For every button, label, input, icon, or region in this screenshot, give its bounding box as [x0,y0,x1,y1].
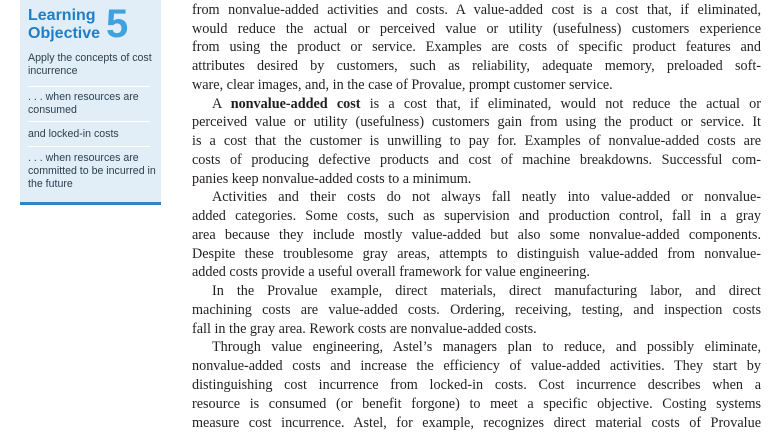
text-line: added costs provide a useful overall framework for value engineering. [192,264,590,280]
sidebar-item-locked-in-costs: and locked-in costs [28,128,119,140]
text-line: costs of producing defective products and cost of machine breakdowns. Successful com- [192,152,761,168]
text-line: resource is consumed (or benefit forgone) to meet a specific objective. Costing systems [192,396,761,412]
sidebar-separator [28,146,150,147]
sidebar-separator [28,121,150,122]
text-line: distinguishing cost incurrence from locked-in costs. Cost incurrence describes when a [192,377,761,393]
learning-objective-label-line1: Learning [28,7,96,24]
text-run: A [212,96,231,112]
body-text [192,0,761,431]
sidebar-item-future-commitment: . . . when resources are committed to be incurred in the future [28,152,156,190]
text-line: would reduce the actual or perceived value or utility (usefulness) customers experience [192,21,761,37]
text-line: Through value engineering, Astel’s managers plan to reduce, and possibly eliminate, [212,339,761,355]
text-line: nonvalue-added costs and increase the efficiency of value-added activities. They start by [192,358,761,374]
text-line: fall in the gray area. Rework costs are nonvalue-added costs. [192,321,537,337]
sidebar-item-cost-incurrence: . . . when resources are consumed [28,91,139,116]
text-line: machining costs are value-added costs. Ordering, receiving, testing, and inspection costs [192,302,761,318]
text-line: area because they include mostly value-added but also some nonvalue-added components. [192,227,761,243]
term-nonvalue-added-cost: nonvalue-added cost [230,96,361,112]
text-line: perceived value or utility (usefulness) customers gain from using the product or service. It [192,114,761,130]
sidebar-separator [28,86,150,87]
text-line: from nonvalue-added activities and costs. A value-added cost is a cost that, if eliminated, [192,2,761,18]
text-line: ware, clear images, and, in the case of Provalue, prompt customer service. [192,77,613,93]
sidebar-item-apply-concepts: Apply the concepts of cost incurrence [28,52,152,77]
text-line: measure cost incurrence. Astel, for example, recognizes direct material costs of Provalue [192,415,761,431]
text-line: panies keep nonvalue-added costs to a minimum. [192,171,472,187]
text-run: is a cost that, if eliminated, would not reduce the actual or [360,96,761,112]
learning-objective-number: 5 [106,2,129,46]
text-line: attributes desired by customers, such as reliability, adequate memory, preloaded soft- [192,58,761,74]
text-line: In the Provalue example, direct materials, direct manufacturing labor, and direct [212,283,761,299]
text-line: from using the product or service. Examples are costs of specific product features and [192,39,761,55]
text-line: added categories. Some costs, such as supervision and production control, fall in a gray [192,208,761,224]
learning-objective-heading [28,2,158,46]
text-line: Activities and their costs do not always fall neatly into value-added or nonvalue- [212,189,761,205]
text-line: is a cost that the customer is unwilling to pay for. Examples of nonvalue-added costs are [192,133,761,149]
sidebar-divider [20,202,161,205]
learning-objective-label-line2: Objective [28,25,101,42]
text-line [212,95,761,114]
text-line: Despite these troublesome gray areas, attempts to distinguish value-added from nonvalue- [192,246,761,262]
